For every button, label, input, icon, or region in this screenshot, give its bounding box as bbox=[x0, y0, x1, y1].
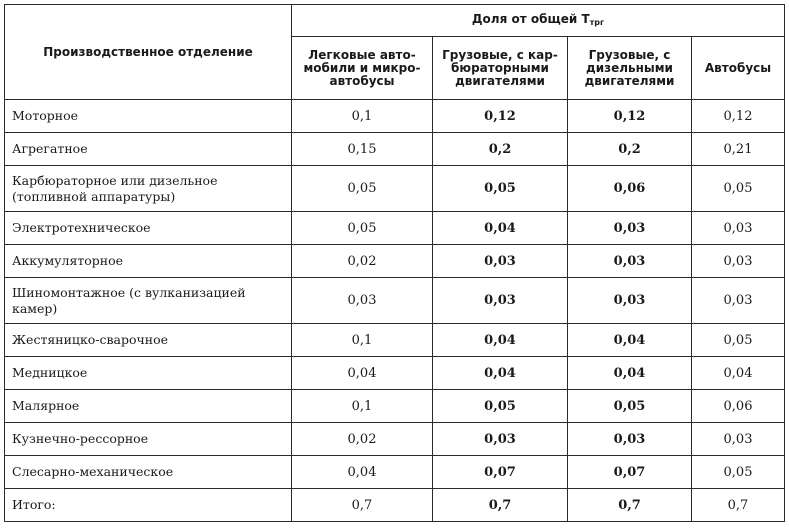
share-value: 0,1 bbox=[292, 324, 433, 357]
share-value: 0,05 bbox=[568, 390, 692, 423]
table-row bbox=[5, 390, 785, 423]
table-row bbox=[5, 212, 785, 245]
table-body bbox=[5, 100, 785, 522]
share-value: 0,12 bbox=[692, 100, 785, 133]
table-row bbox=[5, 423, 785, 456]
share-value: 0,04 bbox=[433, 324, 568, 357]
share-value: 0,7 bbox=[568, 489, 692, 522]
department-name: Электротехническое bbox=[5, 212, 292, 245]
department-name: Слесарно-механическое bbox=[5, 456, 292, 489]
share-value: 0,03 bbox=[568, 423, 692, 456]
header-department: Производственное отделение bbox=[5, 5, 292, 100]
share-value: 0,06 bbox=[692, 390, 785, 423]
share-value: 0,03 bbox=[433, 278, 568, 324]
table-row bbox=[5, 456, 785, 489]
table-row bbox=[5, 245, 785, 278]
header-cars: Легковые авто-мобили и микро-автобусы bbox=[292, 37, 433, 100]
share-value: 0,04 bbox=[292, 357, 433, 390]
share-value: 0,05 bbox=[692, 456, 785, 489]
share-value: 0,15 bbox=[292, 133, 433, 166]
table-row bbox=[5, 489, 785, 522]
share-value: 0,04 bbox=[568, 324, 692, 357]
share-value: 0,04 bbox=[292, 456, 433, 489]
share-value: 0,21 bbox=[692, 133, 785, 166]
department-name: Малярное bbox=[5, 390, 292, 423]
share-value: 0,03 bbox=[692, 423, 785, 456]
share-value: 0,03 bbox=[433, 423, 568, 456]
header-trucks-diesel: Грузовые, с дизельными двигателями bbox=[568, 37, 692, 100]
share-value: 0,03 bbox=[433, 245, 568, 278]
share-value: 0,04 bbox=[433, 212, 568, 245]
department-name: Жестяницко-сварочное bbox=[5, 324, 292, 357]
group-title-subscript: трг bbox=[589, 17, 605, 27]
share-value: 0,07 bbox=[433, 456, 568, 489]
share-value: 0,05 bbox=[292, 212, 433, 245]
share-value: 0,06 bbox=[568, 166, 692, 212]
table-row bbox=[5, 357, 785, 390]
share-value: 0,03 bbox=[692, 212, 785, 245]
department-name: Агрегатное bbox=[5, 133, 292, 166]
share-value: 0,05 bbox=[692, 324, 785, 357]
share-value: 0,03 bbox=[692, 278, 785, 324]
department-share-table bbox=[4, 4, 785, 522]
share-value: 0,07 bbox=[568, 456, 692, 489]
department-name: Моторное bbox=[5, 100, 292, 133]
share-value: 0,02 bbox=[292, 245, 433, 278]
department-name: Итого: bbox=[5, 489, 292, 522]
share-value: 0,04 bbox=[568, 357, 692, 390]
share-value: 0,05 bbox=[433, 390, 568, 423]
share-value: 0,03 bbox=[692, 245, 785, 278]
share-value: 0,2 bbox=[568, 133, 692, 166]
share-value: 0,1 bbox=[292, 390, 433, 423]
department-name: Карбюраторное или дизельное (топливной аппаратуры) bbox=[5, 166, 292, 212]
share-value: 0,12 bbox=[568, 100, 692, 133]
share-value: 0,05 bbox=[433, 166, 568, 212]
share-value: 0,7 bbox=[692, 489, 785, 522]
share-value: 0,04 bbox=[433, 357, 568, 390]
share-value: 0,04 bbox=[692, 357, 785, 390]
share-value: 0,12 bbox=[433, 100, 568, 133]
table-row bbox=[5, 278, 785, 324]
share-value: 0,05 bbox=[692, 166, 785, 212]
table-row bbox=[5, 133, 785, 166]
share-value: 0,2 bbox=[433, 133, 568, 166]
table-row bbox=[5, 100, 785, 133]
share-value: 0,7 bbox=[433, 489, 568, 522]
department-name: Медницкое bbox=[5, 357, 292, 390]
share-value: 0,05 bbox=[292, 166, 433, 212]
share-value: 0,03 bbox=[568, 212, 692, 245]
department-name: Кузнечно-рессорное bbox=[5, 423, 292, 456]
table-head bbox=[5, 5, 785, 100]
group-title-text: Доля от общей Т bbox=[471, 11, 590, 26]
header-buses: Автобусы bbox=[692, 37, 785, 100]
share-value: 0,1 bbox=[292, 100, 433, 133]
share-value: 0,7 bbox=[292, 489, 433, 522]
header-group-title bbox=[292, 5, 785, 37]
header-trucks-carb: Грузовые, с кар-бюраторными двигателями bbox=[433, 37, 568, 100]
department-name: Аккумуляторное bbox=[5, 245, 292, 278]
header-row-1 bbox=[5, 5, 785, 37]
department-name: Шиномонтажное (с вулканизацией камер) bbox=[5, 278, 292, 324]
share-value: 0,03 bbox=[292, 278, 433, 324]
share-value: 0,02 bbox=[292, 423, 433, 456]
table-row bbox=[5, 324, 785, 357]
table-row bbox=[5, 166, 785, 212]
share-value: 0,03 bbox=[568, 245, 692, 278]
share-value: 0,03 bbox=[568, 278, 692, 324]
